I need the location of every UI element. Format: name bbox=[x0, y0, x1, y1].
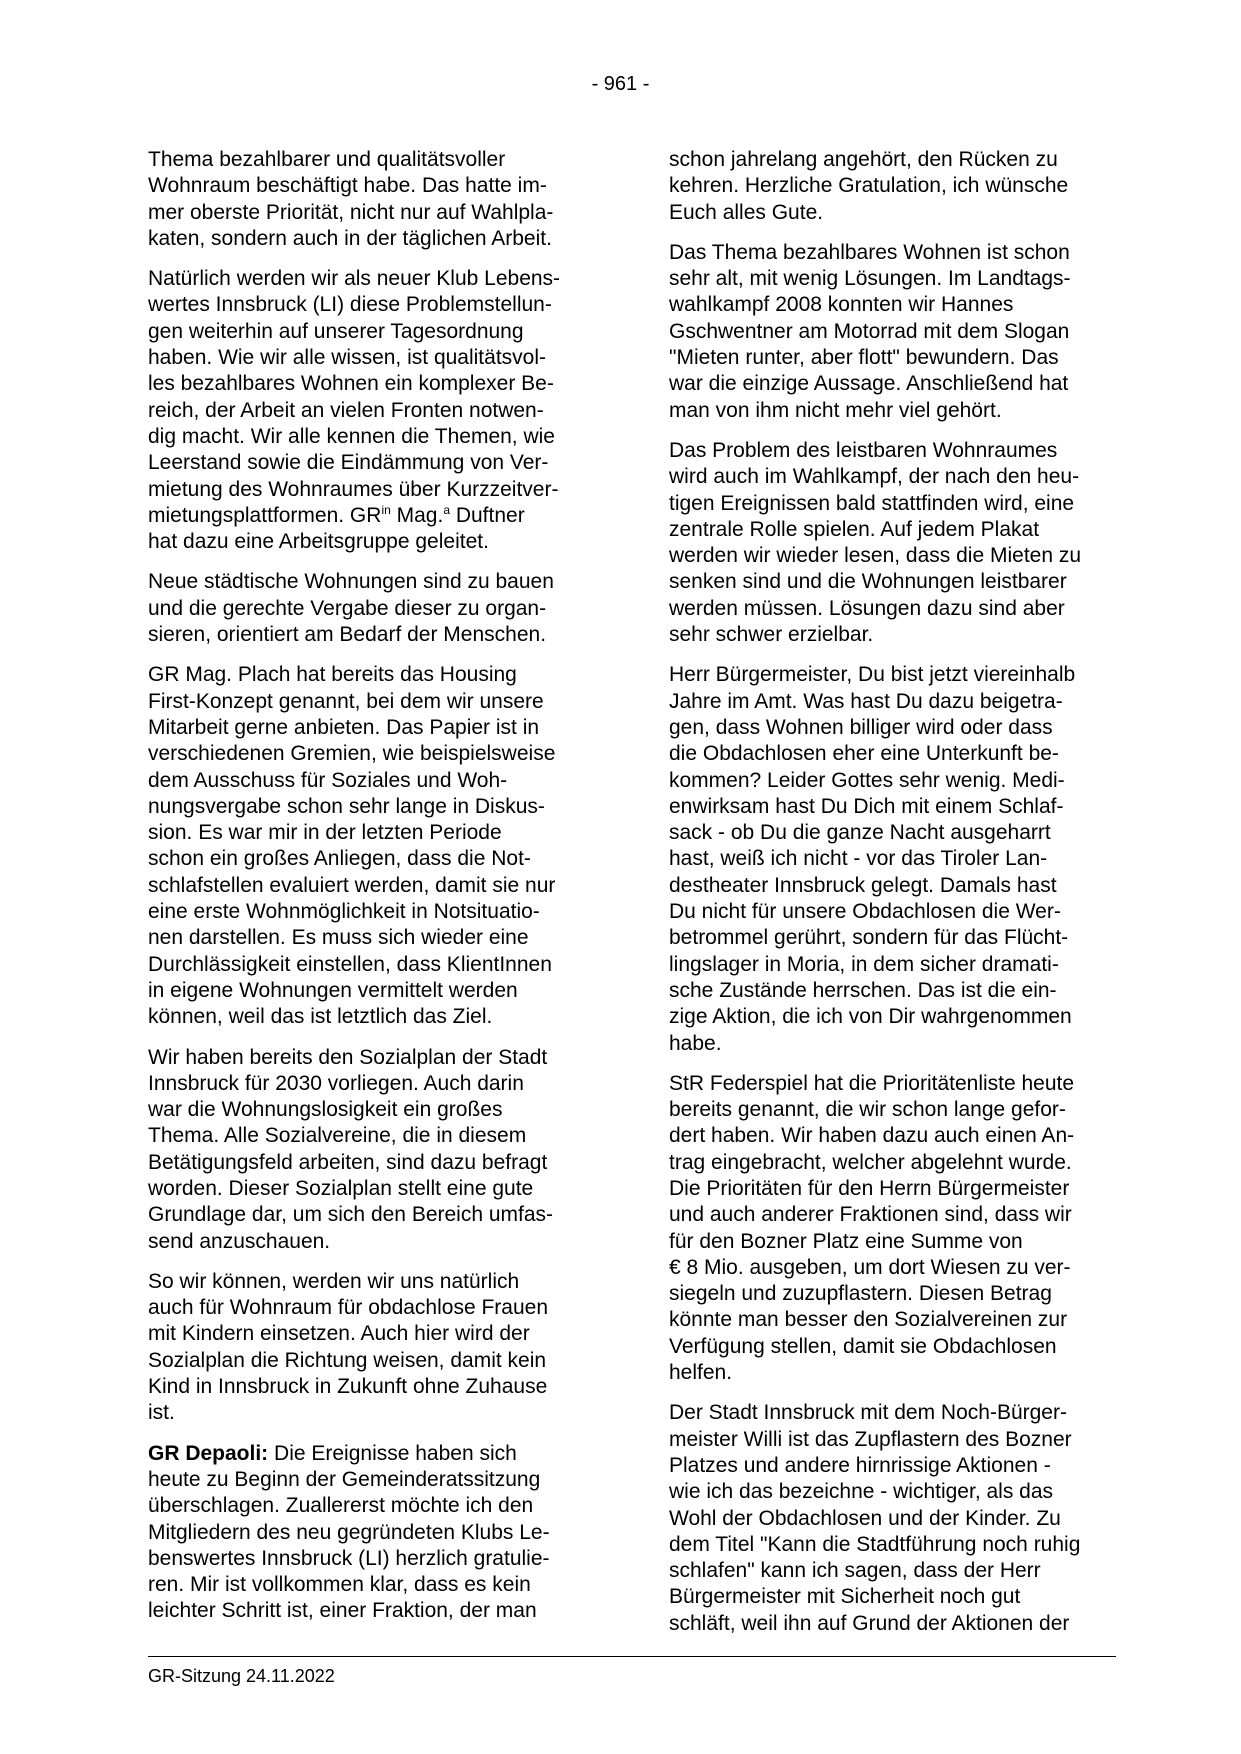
text-line: Grundlage dar, um sich den Bereich umfas- bbox=[148, 1203, 554, 1227]
text-line: Neue städtische Wohnungen sind zu bauen bbox=[148, 570, 554, 594]
text-line: verschiedenen Gremien, wie beispielsweise bbox=[148, 742, 556, 766]
text-line: heute zu Beginn der Gemeinderatssitzung bbox=[148, 1467, 541, 1491]
text-line: kommen? Leider Gottes sehr wenig. Medi- bbox=[669, 768, 1065, 792]
text-line: man von ihm nicht mehr viel gehört. bbox=[669, 398, 1002, 422]
text-line: Durchlässigkeit einstellen, dass KlientInnen bbox=[148, 952, 552, 976]
text-line: Natürlich werden wir als neuer Klub Lebens- bbox=[148, 267, 561, 291]
paragraph bbox=[669, 438, 1119, 648]
footer-session-date: GR-Sitzung 24.11.2022 bbox=[148, 1666, 335, 1686]
speaker-name: GR Depaoli: bbox=[148, 1441, 269, 1465]
text-line: können, weil das ist letztlich das Ziel. bbox=[148, 1005, 493, 1029]
text-line: destheater Innsbruck gelegt. Damals hast bbox=[669, 873, 1057, 897]
text-line: schlafstellen evaluiert werden, damit sie nur bbox=[148, 873, 556, 897]
text-line: trag eingebracht, welcher abgelehnt wurde. bbox=[669, 1150, 1072, 1174]
text-line: kehren. Herzliche Gratulation, ich wünsche bbox=[669, 174, 1069, 198]
paragraph-lines bbox=[148, 267, 560, 500]
paragraph bbox=[669, 240, 1119, 424]
text-line: Wohnraum beschäftigt habe. Das hatte im- bbox=[148, 174, 547, 198]
text-line: sehr schwer erzielbar. bbox=[669, 623, 874, 647]
text-line: Betätigungsfeld arbeiten, sind dazu befragt bbox=[148, 1150, 548, 1174]
text-line: sche Zustände herrschen. Das ist die ein- bbox=[669, 978, 1057, 1002]
left-column bbox=[148, 147, 598, 1639]
paragraph bbox=[669, 1400, 1119, 1637]
text-line: Der Stadt Innsbruck mit dem Noch-Bürger- bbox=[669, 1401, 1067, 1425]
text-line: Platzes und andere hirnrissige Aktionen - bbox=[669, 1453, 1051, 1477]
text-line: leichter Schritt ist, einer Fraktion, der man bbox=[148, 1599, 537, 1623]
text-line: lingslager in Moria, in dem sicher dramati- bbox=[669, 952, 1059, 976]
text-line: und auch anderer Fraktionen sind, dass wir bbox=[669, 1203, 1072, 1227]
text-line: Sozialplan die Richtung weisen, damit kein bbox=[148, 1348, 547, 1372]
text-line: sehr alt, mit wenig Lösungen. Im Landtags- bbox=[669, 267, 1071, 291]
text-line: senken sind und die Wohnungen leistbarer bbox=[669, 570, 1067, 594]
text-line: dem Ausschuss für Soziales und Woh- bbox=[148, 768, 508, 792]
text-line: die Obdachlosen eher eine Unterkunft be- bbox=[669, 742, 1059, 766]
text-line: Bürgermeister mit Sicherheit noch gut bbox=[669, 1585, 1021, 1609]
text-line: gen, dass Wohnen billiger wird oder dass bbox=[669, 715, 1053, 739]
text-line: StR Federspiel hat die Prioritätenliste heute bbox=[669, 1071, 1075, 1095]
text-line: meister Willi ist das Zupflastern des Bozner bbox=[669, 1427, 1072, 1451]
text-line: Herr Bürgermeister, Du bist jetzt viereinhalb bbox=[669, 663, 1076, 687]
text-line: nungsvergabe schon sehr lange in Diskus- bbox=[148, 794, 545, 818]
text-line: Gschwentner am Motorrad mit dem Slogan bbox=[669, 319, 1070, 343]
text-line: Kind in Innsbruck in Zukunft ohne Zuhause bbox=[148, 1375, 548, 1399]
text-line: zige Aktion, die ich von Dir wahrgenommen bbox=[669, 1005, 1072, 1029]
text-line: für den Bozner Platz eine Summe von bbox=[669, 1229, 1023, 1253]
text-line: wird auch im Wahlkampf, der nach den heu- bbox=[669, 465, 1080, 489]
text-line: wahlkampf 2008 konnten wir Hannes bbox=[669, 293, 1014, 317]
text-line: gen weiterhin auf unserer Tagesordnung bbox=[148, 319, 524, 343]
text-line: hast, weiß ich nicht - vor das Tiroler Lan- bbox=[669, 847, 1048, 871]
text-line: Thema bezahlbarer und qualitätsvoller bbox=[148, 148, 506, 171]
text-line: schon jahrelang angehört, den Rücken zu bbox=[669, 148, 1058, 171]
text-line: sack - ob Du die ganze Nacht ausgeharrt bbox=[669, 821, 1051, 845]
text-line: Jahre im Amt. Was hast Du dazu beigetra- bbox=[669, 689, 1063, 713]
text-line: Verfügung stellen, damit sie Obdachlosen bbox=[669, 1334, 1057, 1358]
text-line: habe. bbox=[669, 1031, 722, 1055]
text-line: Wohl der Obdachlosen und der Kinder. Zu bbox=[669, 1506, 1061, 1530]
text-line: ist. bbox=[148, 1401, 175, 1425]
text-line: First-Konzept genannt, bei dem wir unsere bbox=[148, 689, 544, 713]
text-line: war die einzige Aussage. Anschließend hat bbox=[669, 372, 1069, 396]
text-line: Das Thema bezahlbares Wohnen ist schon bbox=[669, 240, 1070, 264]
text-line: dert haben. Wir haben dazu auch einen An- bbox=[669, 1124, 1075, 1148]
page-number: - 961 - bbox=[591, 73, 650, 95]
paragraph bbox=[148, 1441, 598, 1625]
text-line: bereits genannt, die wir schon lange gefor- bbox=[669, 1098, 1066, 1122]
text-line: mer oberste Priorität, nicht nur auf Wahlpla- bbox=[148, 200, 554, 224]
text-line: "Mieten runter, aber flott" bewundern. Das bbox=[669, 346, 1059, 370]
text-line: helfen. bbox=[669, 1361, 733, 1385]
paragraph-lines bbox=[148, 1468, 550, 1622]
text-line: mit Kindern einsetzen. Auch hier wird der bbox=[148, 1322, 530, 1346]
paragraph bbox=[148, 1269, 598, 1427]
text-line: € 8 Mio. ausgeben, um dort Wiesen zu ver- bbox=[669, 1255, 1071, 1279]
text-line: enwirksam hast Du Dich mit einem Schlaf- bbox=[669, 794, 1064, 818]
text-line: wertes Innsbruck (LI) diese Problemstellun- bbox=[148, 293, 552, 317]
paragraph bbox=[148, 569, 598, 648]
text-line: schon ein großes Anliegen, dass die Not- bbox=[148, 847, 531, 871]
text-line: mietungsplattformen. $GR^{in}$ Mag.$^a$ Duftner bbox=[148, 502, 525, 527]
text-line: betrommel gerührt, sondern für das Flücht- bbox=[669, 926, 1069, 950]
text-line: reich, der Arbeit an vielen Fronten notwen- bbox=[148, 398, 544, 422]
text-line: GR Mag. Plach hat bereits das Housing bbox=[148, 663, 517, 687]
paragraph bbox=[669, 1071, 1119, 1387]
text-line: schläft, weil ihn auf Grund der Aktionen der bbox=[669, 1611, 1070, 1635]
paragraph bbox=[148, 266, 598, 555]
text-line: dig macht. Wir alle kennen die Themen, wie bbox=[148, 424, 555, 448]
text-line: überschlagen. Zuallererst möchte ich den bbox=[148, 1494, 534, 1518]
text-line: sieren, orientiert am Bedarf der Menschen. bbox=[148, 623, 547, 647]
text-line: Mitgliedern des neu gegründeten Klubs Le- bbox=[148, 1520, 550, 1544]
text-line: zentrale Rolle spielen. Auf jedem Plakat bbox=[669, 517, 1040, 541]
paragraph bbox=[148, 147, 598, 252]
text-line: Thema. Alle Sozialvereine, die in diesem bbox=[148, 1124, 527, 1148]
text-line: katen, sondern auch in der täglichen Arbeit. bbox=[148, 226, 552, 250]
text-line: siegeln und zuzupflastern. Diesen Betrag bbox=[669, 1282, 1052, 1306]
text-line: Du nicht für unsere Obdachlosen die Wer- bbox=[669, 900, 1061, 924]
text-line: Die Ereignisse haben sich bbox=[268, 1441, 517, 1465]
text-line: les bezahlbares Wohnen ein komplexer Be- bbox=[148, 372, 554, 396]
text-line: Das Problem des leistbaren Wohnraumes bbox=[669, 438, 1058, 462]
text-line: Leerstand sowie die Eindämmung von Ver- bbox=[148, 451, 549, 475]
text-line: benswertes Innsbruck (LI) herzlich gratulie- bbox=[148, 1546, 550, 1570]
text-line: schlafen" kann ich sagen, dass der Herr bbox=[669, 1559, 1041, 1583]
text-line: und die gerechte Vergabe dieser zu organ- bbox=[148, 596, 547, 620]
text-line: hat dazu eine Arbeitsgruppe geleitet. bbox=[148, 530, 489, 554]
text-line: war die Wohnungslosigkeit ein großes bbox=[148, 1098, 503, 1122]
text-line: in eigene Wohnungen vermittelt werden bbox=[148, 978, 518, 1002]
text-line: ren. Mir ist vollkommen klar, dass es kein bbox=[148, 1573, 531, 1597]
text-line: Euch alles Gute. bbox=[669, 200, 824, 224]
text-line: mietung des Wohnraumes über Kurzzeitver- bbox=[148, 477, 559, 501]
text-line: Innsbruck für 2030 vorliegen. Auch darin bbox=[148, 1071, 524, 1095]
text-line: Wir haben bereits den Sozialplan der Stadt bbox=[148, 1045, 548, 1069]
text-line: haben. Wie wir alle wissen, ist qualitätsvol- bbox=[148, 346, 546, 370]
text-line: werden wir wieder lesen, dass die Mieten zu bbox=[669, 544, 1082, 568]
text-line: nen darstellen. Es muss sich wieder eine bbox=[148, 926, 529, 950]
paragraph bbox=[669, 662, 1119, 1056]
text-line: Mitarbeit gerne anbieten. Das Papier ist in bbox=[148, 715, 540, 739]
text-line: So wir können, werden wir uns natürlich bbox=[148, 1269, 520, 1293]
paragraph bbox=[148, 1045, 598, 1255]
text-line: könnte man besser den Sozialvereinen zur bbox=[669, 1308, 1068, 1332]
right-column bbox=[669, 147, 1119, 1651]
text-line: Die Prioritäten für den Herrn Bürgermeister bbox=[669, 1176, 1070, 1200]
text-line: worden. Dieser Sozialplan stellt eine gute bbox=[148, 1176, 534, 1200]
paragraph bbox=[669, 147, 1119, 226]
text-line: tigen Ereignissen bald stattfinden wird, eine bbox=[669, 491, 1075, 515]
text-line: eine erste Wohnmöglichkeit in Notsituatio- bbox=[148, 900, 540, 924]
footer-divider bbox=[148, 1656, 1116, 1657]
text-line: sion. Es war mir in der letzten Periode bbox=[148, 821, 502, 845]
paragraph bbox=[148, 662, 598, 1030]
text-line: auch für Wohnraum für obdachlose Frauen bbox=[148, 1296, 549, 1320]
text-line: werden müssen. Lösungen dazu sind aber bbox=[669, 596, 1065, 620]
text-line: send anzuschauen. bbox=[148, 1229, 331, 1253]
text-line: wie ich das bezeichne - wichtiger, als das bbox=[669, 1480, 1054, 1504]
text-line: dem Titel "Kann die Stadtführung noch ruhig bbox=[669, 1532, 1081, 1556]
